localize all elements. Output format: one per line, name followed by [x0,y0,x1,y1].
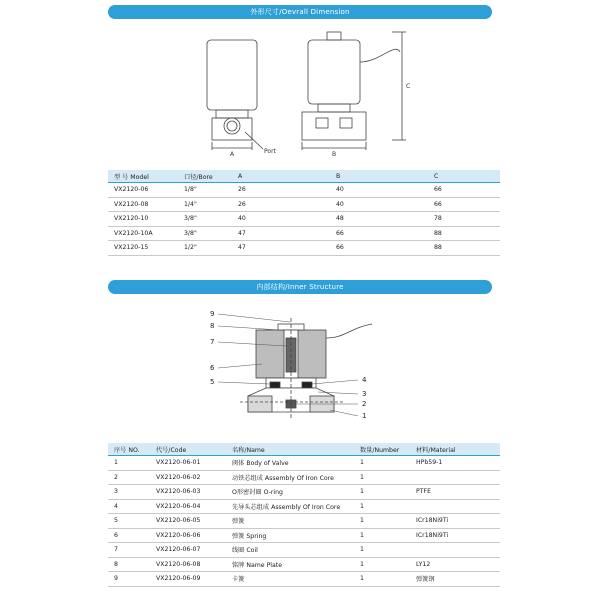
cell: 1/4" [178,197,232,212]
callout-9: 9 [210,310,215,318]
cell: 40 [232,212,330,227]
cell: VX2120-08 [108,197,178,212]
right-view-body [302,112,366,140]
cell [410,499,500,514]
cell: 26 [232,183,330,198]
cell: 47 [232,241,330,256]
cell: 2 [108,470,150,485]
lead-wire [326,324,372,338]
cell: 弹簧 [226,514,354,529]
cell: 弹簧钢 [410,572,500,587]
cell: 1 [108,456,150,471]
cell: 1 [354,572,410,587]
cell: 88 [428,241,500,256]
cell: 1 [354,528,410,543]
cell: VX2120-10 [108,212,178,227]
cell: VX2120-06-05 [150,514,226,529]
callout-5: 5 [210,378,215,386]
cell: 66 [428,183,500,198]
callout-4: 4 [362,376,367,384]
col-bore: 口径/Bore [178,170,232,183]
col-b: B [330,170,428,183]
cell: 1 [354,485,410,500]
cell: 4 [108,499,150,514]
cell: 78 [428,212,500,227]
cell: 1/8" [178,183,232,198]
cell: 3/8" [178,212,232,227]
parts-table [108,443,500,587]
table-row [108,470,500,485]
table-row [108,212,500,227]
cell: 40 [330,197,428,212]
col-material: 材料/Material [410,443,500,456]
cell: 1 [354,456,410,471]
col-number: 数量/Number [354,443,410,456]
cell: 7 [108,543,150,558]
inner-structure-banner [108,280,492,294]
cell: VX2120-06-08 [150,557,226,572]
cell: VX2120-06-03 [150,485,226,500]
lead-wire [360,49,400,62]
cell: 9 [108,572,150,587]
parts-table-header [108,443,500,456]
right-view-coil [308,40,360,104]
cell: 8 [108,557,150,572]
label-a: A [229,151,235,158]
table-row [108,557,500,572]
label-port: Port [264,148,276,155]
cell [410,543,500,558]
callout-3: 3 [362,390,367,398]
cell: 先导头芯组成 Assembly Of Iron Core [226,499,354,514]
table-row [108,572,500,587]
col-model: 型 号 Model [108,170,178,183]
cell: ICr18Ni9Ti [410,514,500,529]
cell: O形密封圈 O-ring [226,485,354,500]
cell: LY12 [410,557,500,572]
callout-7: 7 [210,338,215,346]
cell: 66 [330,241,428,256]
table-row [108,241,500,256]
cell: 卡簧 [226,572,354,587]
cell: VX2120-15 [108,241,178,256]
cell: VX2120-10A [108,226,178,241]
table-row [108,528,500,543]
col-c: C [428,170,500,183]
cell: 弹簧 Spring [226,528,354,543]
cell: 动铁芯组成 Assembly Of Iron Core [226,470,354,485]
table-row [108,485,500,500]
cell: 3 [108,485,150,500]
col-code: 代号/Code [150,443,226,456]
inner-structure-title: 内部结构/Inner Structure [256,283,344,291]
table-row [108,499,500,514]
cell: VX2120-06 [108,183,178,198]
cell: 47 [232,226,330,241]
col-no: 序号 NO. [108,443,150,456]
cell: 88 [428,226,500,241]
cell: 3/8" [178,226,232,241]
cell: 阀体 Body of Valve [226,456,354,471]
col-name: 名称/Name [226,443,354,456]
cell: 48 [330,212,428,227]
table-row [108,197,500,212]
cell: 线圈 Coil [226,543,354,558]
cell: 66 [428,197,500,212]
callout-8: 8 [210,322,215,330]
table-row [108,226,500,241]
cell: ICr18Ni9Ti [410,528,500,543]
dimension-table [108,170,500,256]
callout-6: 6 [210,364,215,372]
cell: 1 [354,499,410,514]
cell: VX2120-06-01 [150,456,226,471]
left-view-coil [207,40,257,110]
cell: 66 [330,226,428,241]
overall-dimension-banner [108,5,492,19]
label-c: C [406,83,411,90]
table-row [108,456,500,471]
cell: 6 [108,528,150,543]
cell: VX2120-06-09 [150,572,226,587]
col-a: A [232,170,330,183]
left-view-port [224,118,240,134]
cell: HPb59-1 [410,456,500,471]
overall-dimension-drawing [0,22,600,172]
cell: PTFE [410,485,500,500]
cell: 1/2" [178,241,232,256]
cell [410,470,500,485]
cell: 1 [354,557,410,572]
cell: 铭牌 Name Plate [226,557,354,572]
cell: VX2120-06-04 [150,499,226,514]
cell: 5 [108,514,150,529]
callout-1: 1 [362,412,367,420]
cell: VX2120-06-07 [150,543,226,558]
left-view-neck [216,110,248,118]
cell: 40 [330,183,428,198]
cell: VX2120-06-06 [150,528,226,543]
callout-2: 2 [362,400,367,408]
cell: 1 [354,470,410,485]
cell: 1 [354,543,410,558]
dimension-table-header [108,170,500,183]
cell: 1 [354,514,410,529]
cell: 26 [232,197,330,212]
table-row [108,183,500,198]
table-row [108,543,500,558]
inner-structure-drawing [0,298,600,438]
overall-dimension-title: 外形尺寸/Oevrall Dimension [250,8,350,16]
cell: VX2120-06-02 [150,470,226,485]
table-row [108,514,500,529]
label-b: B [331,151,337,158]
